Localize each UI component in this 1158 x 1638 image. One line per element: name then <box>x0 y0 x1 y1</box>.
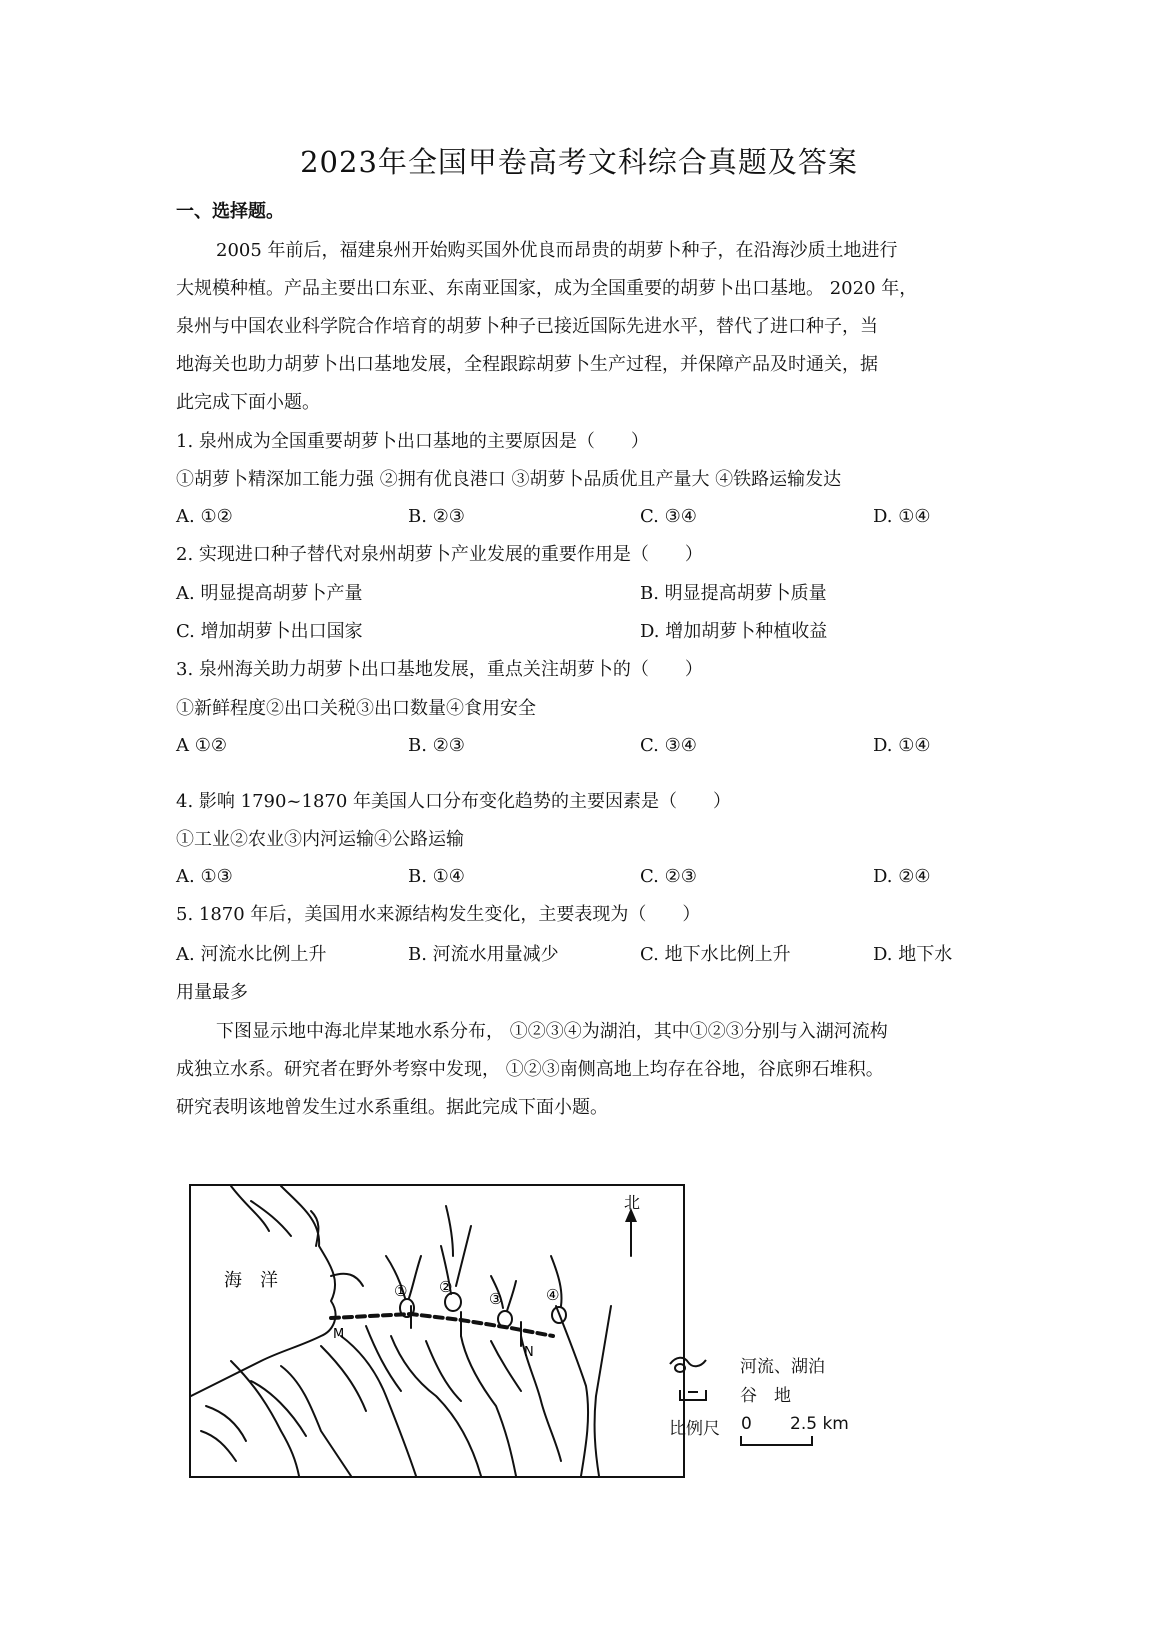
lake-2-label: ② <box>439 1278 453 1296</box>
river <box>251 1201 291 1236</box>
legend-river-icon <box>666 1350 716 1380</box>
question-3-stem: 3. 泉州海关助力胡萝卜出口基地发展，重点关注胡萝卜的（ ） <box>176 659 703 680</box>
question-4-option-b: B. ①④ <box>408 866 465 887</box>
question-4-items: ①工业②农业③内河运输④公路运输 <box>176 829 464 850</box>
drainage-map <box>189 1184 685 1478</box>
river <box>231 1361 299 1476</box>
question-5-option-b: B. 河流水用量减少 <box>408 944 559 965</box>
question-5-option-d-wrap: 用量最多 <box>176 982 248 1003</box>
river <box>461 1336 516 1476</box>
question-5-stem: 5. 1870 年后，美国用水来源结构发生变化，主要表现为（ ） <box>176 904 701 925</box>
question-3-option-b: B. ②③ <box>408 735 465 756</box>
scale-value: 2.5 km <box>790 1414 849 1434</box>
legend-valley-label: 谷 地 <box>740 1386 791 1406</box>
question-5-option-c: C. 地下水比例上升 <box>640 944 791 965</box>
scale-label: 比例尺 <box>669 1419 720 1439</box>
question-4-option-c: C. ②③ <box>640 866 697 887</box>
lake-4-label: ④ <box>546 1286 560 1304</box>
legend-river-label: 河流、湖泊 <box>740 1357 825 1377</box>
passage2-line: 下图显示地中海北岸某地水系分布， ①②③④为湖泊，其中①②③分别与入湖河流构 <box>216 1021 888 1042</box>
page-title: 2023年全国甲卷高考文科综合真题及答案 <box>300 145 858 179</box>
question-4-option-a: A. ①③ <box>176 866 233 887</box>
river <box>595 1306 611 1476</box>
question-3-option-c: C. ③④ <box>640 735 697 756</box>
question-3-option-a: A ①② <box>176 735 227 756</box>
passage1-line: 泉州与中国农业科学院合作培育的胡萝卜种子已接近国际先进水平，替代了进口种子，当 <box>176 316 878 337</box>
question-2-option-c: C. 增加胡萝卜出口国家 <box>176 621 363 642</box>
question-3-items: ①新鲜程度②出口关税③出口数量④食用安全 <box>176 698 536 719</box>
scale-bar <box>738 1434 818 1448</box>
river <box>321 1346 366 1411</box>
question-1-stem: 1. 泉州成为全国重要胡萝卜出口基地的主要原因是（ ） <box>176 431 649 452</box>
north-label: 北 <box>624 1193 641 1212</box>
question-1-option-d: D. ①④ <box>873 506 931 527</box>
river <box>281 1366 351 1476</box>
question-5-option-a: A. 河流水比例上升 <box>176 944 327 965</box>
river <box>456 1226 471 1286</box>
river <box>409 1256 421 1298</box>
river <box>491 1341 521 1391</box>
lake-1-label: ① <box>394 1282 408 1300</box>
passage1-line: 大规模种植。产品主要出口东亚、东南亚国家，成为全国重要的胡萝卜出口基地。 2020 年， <box>176 278 918 299</box>
river <box>201 1431 236 1461</box>
sea-label: 海 洋 <box>224 1270 278 1291</box>
question-1-option-a: A. ①② <box>176 506 233 527</box>
question-2-option-a: A. 明显提高胡萝卜产量 <box>176 583 363 604</box>
river <box>507 1281 516 1311</box>
question-2-option-b: B. 明显提高胡萝卜质量 <box>640 583 827 604</box>
scale-zero: 0 <box>741 1414 752 1434</box>
passage1-line: 2005 年前后，福建泉州开始购买国外优良而昂贵的胡萝卜种子，在沿海沙质土地进行 <box>216 240 898 261</box>
legend-valley-icon <box>674 1382 714 1408</box>
river <box>366 1326 401 1391</box>
passage2-line: 研究表明该地曾发生过水系重组。据此完成下面小题。 <box>176 1097 608 1118</box>
question-2-stem: 2. 实现进口种子替代对泉州胡萝卜产业发展的重要作用是（ ） <box>176 544 703 565</box>
lake-3-label: ③ <box>489 1290 503 1308</box>
question-4-stem: 4. 影响 1790~1870 年美国人口分布变化趋势的主要因素是（ ） <box>176 791 732 812</box>
point-n-label: N <box>524 1345 534 1360</box>
question-1-option-c: C. ③④ <box>640 506 697 527</box>
coastline <box>191 1186 336 1396</box>
question-3-option-d: D. ①④ <box>873 735 931 756</box>
river <box>446 1206 453 1256</box>
passage1-line: 此完成下面小题。 <box>176 392 320 413</box>
passage1-line: 地海关也助力胡萝卜出口基地发展，全程跟踪胡萝卜生产过程，并保障产品及时通关，据 <box>176 354 878 375</box>
river <box>341 1336 416 1476</box>
question-1-items: ①胡萝卜精深加工能力强 ②拥有优良港口 ③胡萝卜品质优且产量大 ④铁路运输发达 <box>176 469 842 490</box>
valley-line <box>331 1314 553 1336</box>
river <box>556 1306 588 1476</box>
section-heading: 一、选择题。 <box>176 201 284 222</box>
question-1-option-b: B. ②③ <box>408 506 465 527</box>
question-4-option-d: D. ②④ <box>873 866 931 887</box>
question-5-option-d: D. 地下水 <box>873 944 953 965</box>
question-2-option-d: D. 增加胡萝卜种植收益 <box>640 621 828 642</box>
passage2-line: 成独立水系。研究者在野外考察中发现， ①②③南侧高地上均存在谷地，谷底卵石堆积。 <box>176 1059 884 1080</box>
point-m-label: M <box>333 1327 345 1342</box>
